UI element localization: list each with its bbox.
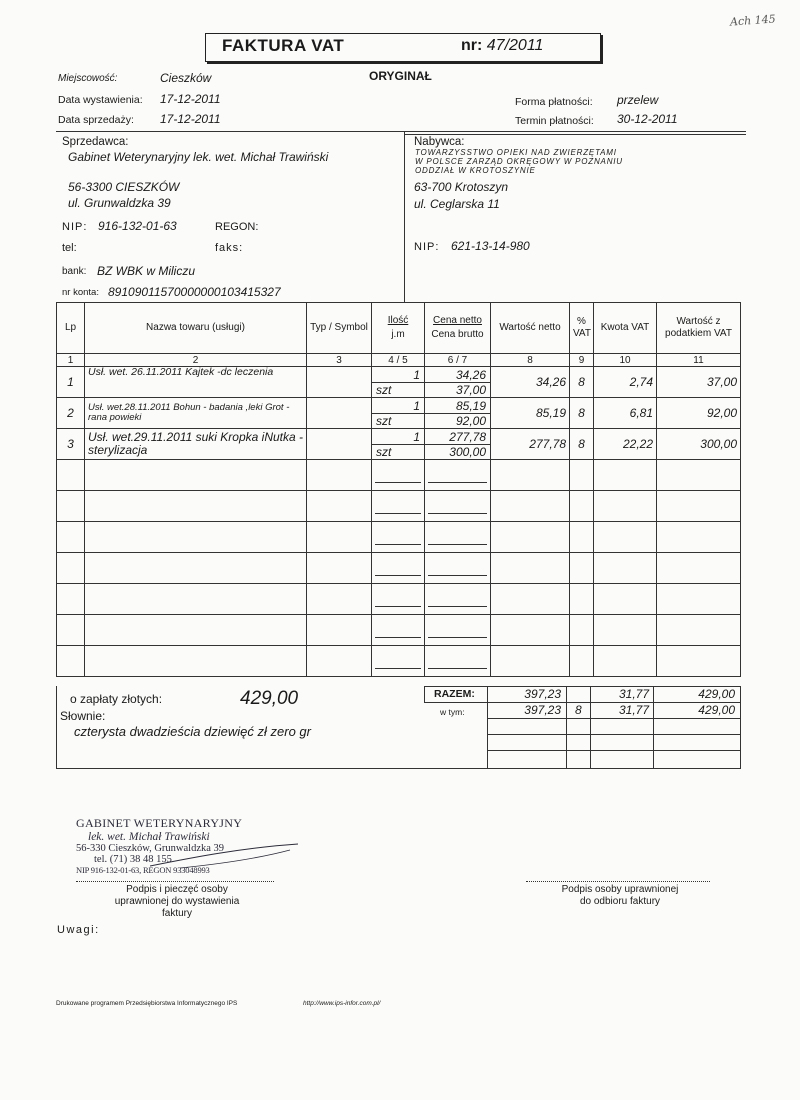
seller-tel-label: tel: <box>62 242 77 254</box>
signature-line-receiver <box>526 881 710 882</box>
table-header-row <box>57 303 741 354</box>
buyer-name-line: W POLSCE ZARZĄD OKRĘGOWY W POZNANIU <box>415 157 623 166</box>
buyer-label: Nabywca: <box>414 136 465 148</box>
summary-line <box>487 718 740 719</box>
header-gross-value: Wartość z podatkiem VAT <box>657 303 741 354</box>
footer-website: http://www.ips-infor.com.pl/ <box>303 1000 381 1007</box>
seller-bank-label: bank: <box>62 266 87 277</box>
row-lp: 1 <box>57 367 85 398</box>
seller-label: Sprzedawca: <box>62 136 129 148</box>
header-vat-amount: Kwota VAT <box>594 303 657 354</box>
summary-line <box>653 686 654 768</box>
column-number: 6 / 7 <box>425 354 491 367</box>
seller-regon-label: REGON: <box>215 221 259 233</box>
buyer-name-line: ODDZIAŁ W KROTOSZYNIE <box>415 166 536 175</box>
stamp-line: tel. (71) 38 48 155 <box>94 854 172 865</box>
including-rate: 8 <box>575 703 582 717</box>
sale-date-value: 17-12-2011 <box>160 112 221 126</box>
header-qty <box>372 303 425 354</box>
row-vat-amount: 22,22 <box>594 429 657 460</box>
table-row <box>57 367 741 398</box>
row-net: 85,19 <box>491 398 570 429</box>
row-vat: 8 <box>570 367 594 398</box>
row-qty-value: 1 <box>372 368 424 383</box>
header-lp: Lp <box>57 303 85 354</box>
row-price-net: 85,19 <box>425 399 490 414</box>
header-name: Nazwa towaru (usługi) <box>85 303 307 354</box>
empty-row <box>57 522 741 553</box>
seller-nip-value: 916-132-01-63 <box>98 219 177 233</box>
table-row <box>57 429 741 460</box>
column-number: 9 <box>570 354 594 367</box>
payment-form-label: Forma płatności: <box>515 96 593 108</box>
stamp-line: GABINET WETERYNARYJNY <box>76 816 243 830</box>
column-number: 4 / 5 <box>372 354 425 367</box>
header-qty-top: Ilość <box>387 315 409 326</box>
empty-row <box>57 491 741 522</box>
row-lp: 2 <box>57 398 85 429</box>
row-qty-value: 1 <box>372 430 424 445</box>
seller-account-value: 89109011570000000103415327 <box>108 285 281 299</box>
column-number: 10 <box>594 354 657 367</box>
empty-row <box>57 584 741 615</box>
due-date-value: 30-12-2011 <box>617 112 678 126</box>
seller-account-label: nr konta: <box>62 287 99 298</box>
amount-due-value: 429,00 <box>240 688 299 709</box>
buyer-name-line: TOWARZYSSTWO OPIEKI NAD ZWIERZĘTAMI <box>415 148 617 157</box>
invoice-number-label: nr: <box>461 37 483 54</box>
summary-line <box>487 686 488 768</box>
row-net: 277,78 <box>491 429 570 460</box>
row-unit: szt <box>376 444 392 459</box>
row-type <box>307 367 372 398</box>
header-type: Typ / Symbol <box>307 303 372 354</box>
empty-row <box>57 646 741 677</box>
issuer-signature-caption: Podpis i pieczęć osoby uprawnionej do wystawienia faktury <box>114 884 240 919</box>
stamp-line: NIP 916-132-01-63, REGON 933048993 <box>76 865 210 875</box>
seller-fax-label: faks: <box>215 242 244 254</box>
sale-date-label: Data sprzedaży: <box>58 114 134 126</box>
including-vat: 31,77 <box>618 703 649 717</box>
invoice-number-value: 47/2011 <box>486 37 544 54</box>
row-gross: 37,00 <box>657 367 741 398</box>
invoice-number <box>461 37 543 55</box>
summary-line <box>487 750 740 751</box>
total-label: RAZEM: <box>434 688 475 700</box>
row-vat-amount: 6,81 <box>594 398 657 429</box>
including-net: 397,23 <box>524 703 561 717</box>
stamp-line: 56-330 Cieszków, Grunwaldzka 39 <box>76 843 225 854</box>
totals-frame <box>56 768 741 769</box>
row-unit: szt <box>376 382 392 397</box>
seller-bank-value: BZ WBK w Miliczu <box>97 264 196 278</box>
row-qty <box>372 367 425 398</box>
total-gross: 429,00 <box>698 687 735 701</box>
summary-line <box>566 686 567 768</box>
amount-due-label: o zapłaty złotych: <box>70 692 163 706</box>
empty-row <box>57 553 741 584</box>
row-gross: 92,00 <box>657 398 741 429</box>
column-number: 2 <box>85 354 307 367</box>
row-qty <box>372 429 425 460</box>
separator-line <box>405 134 746 135</box>
row-vat: 8 <box>570 398 594 429</box>
row-name: Usł. wet.29.11.2011 suki Kropka iNutka -sterylizacja <box>85 429 307 460</box>
due-date-label: Termin płatności: <box>515 115 594 127</box>
items-table <box>56 302 741 677</box>
row-type <box>307 398 372 429</box>
row-unit: szt <box>376 413 392 428</box>
issue-date-label: Data wystawienia: <box>58 94 143 106</box>
row-price <box>425 398 491 429</box>
buyer-nip-label: NIP: <box>414 241 440 253</box>
total-vat: 31,77 <box>618 687 649 701</box>
signature-scribble <box>150 838 300 878</box>
summary-line <box>424 686 740 687</box>
seller-name: Gabinet Weterynaryjny lek. wet. Michał Trawiński <box>68 150 329 164</box>
row-qty-value: 1 <box>372 399 424 414</box>
row-lp: 3 <box>57 429 85 460</box>
summary-line <box>487 734 740 735</box>
separator-line <box>56 131 746 132</box>
invoice-title: FAKTURA VAT <box>222 36 345 55</box>
seller-nip-label: NIP: <box>62 221 88 233</box>
header-vat-pct: % VAT <box>570 303 594 354</box>
row-price-net: 277,78 <box>425 430 490 445</box>
column-number: 3 <box>307 354 372 367</box>
payment-form-value: przelew <box>617 93 659 107</box>
totals-frame <box>56 686 57 768</box>
summary-line <box>590 686 591 768</box>
row-name: Usł. wet. 26.11.2011 Kajtek -dc leczenia <box>85 367 307 398</box>
summary-line <box>424 702 740 703</box>
buyer-street: ul. Ceglarska 11 <box>414 197 500 211</box>
empty-row <box>57 460 741 491</box>
header-price-net: Cena netto <box>433 315 482 326</box>
column-number: 8 <box>491 354 570 367</box>
column-number: 1 <box>57 354 85 367</box>
row-price <box>425 429 491 460</box>
invoice-title-box <box>205 33 601 62</box>
row-qty <box>372 398 425 429</box>
row-gross: 300,00 <box>657 429 741 460</box>
header-net-value: Wartość netto <box>491 303 570 354</box>
seller-zip-city: 56-3300 CIESZKÓW <box>68 180 180 194</box>
row-price-net: 34,26 <box>425 368 490 383</box>
place-value: Cieszków <box>160 71 212 85</box>
row-price-gross: 300,00 <box>449 444 486 459</box>
row-vat: 8 <box>570 429 594 460</box>
summary-line <box>424 686 425 702</box>
amount-words-label: Słownie: <box>60 709 106 723</box>
including-gross: 429,00 <box>698 703 735 717</box>
column-number-row <box>57 354 741 367</box>
seller-block <box>62 136 402 148</box>
buyer-nip-value: 621-13-14-980 <box>451 239 530 253</box>
row-price-gross: 92,00 <box>455 413 486 428</box>
row-vat-amount: 2,74 <box>594 367 657 398</box>
including-label: w tym: <box>440 707 465 717</box>
header-price-gross: Cena brutto <box>431 329 484 340</box>
remarks-label: Uwagi: <box>57 924 100 936</box>
issue-date-value: 17-12-2011 <box>160 92 221 106</box>
row-name: Usł. wet.28.11.2011 Bohun - badania ,leki Grot -rana powieki <box>85 398 307 429</box>
copy-label: ORYGINAŁ <box>369 69 432 83</box>
table-row <box>57 398 741 429</box>
receiver-signature-caption: Podpis osoby uprawnionej do odbioru faktury <box>561 884 679 907</box>
summary-table <box>424 686 741 768</box>
footer-printer-note: Drukowane programem Przedsiębiorstwa Informatycznego IPS <box>56 1000 238 1007</box>
empty-row <box>57 615 741 646</box>
row-net: 34,26 <box>491 367 570 398</box>
corner-handwritten-note: Ach 145 <box>729 12 777 29</box>
seller-street: ul. Grunwaldzka 39 <box>68 196 171 210</box>
party-divider <box>404 132 405 302</box>
buyer-name <box>415 148 623 175</box>
amount-words-value: czterysta dwadzieścia dziewięć zł zero gr <box>74 724 311 739</box>
row-price-gross: 37,00 <box>455 382 486 397</box>
header-price <box>425 303 491 354</box>
signature-line-issuer <box>76 881 274 882</box>
column-number: 11 <box>657 354 741 367</box>
buyer-zip-city: 63-700 Krotoszyn <box>414 180 509 194</box>
place-label: Miejscowość: <box>58 73 118 84</box>
stamp-line: lek. wet. Michał Trawiński <box>88 831 210 843</box>
total-net: 397,23 <box>524 687 561 701</box>
header-qty-unit: j.m <box>391 329 405 340</box>
row-type <box>307 429 372 460</box>
row-price <box>425 367 491 398</box>
